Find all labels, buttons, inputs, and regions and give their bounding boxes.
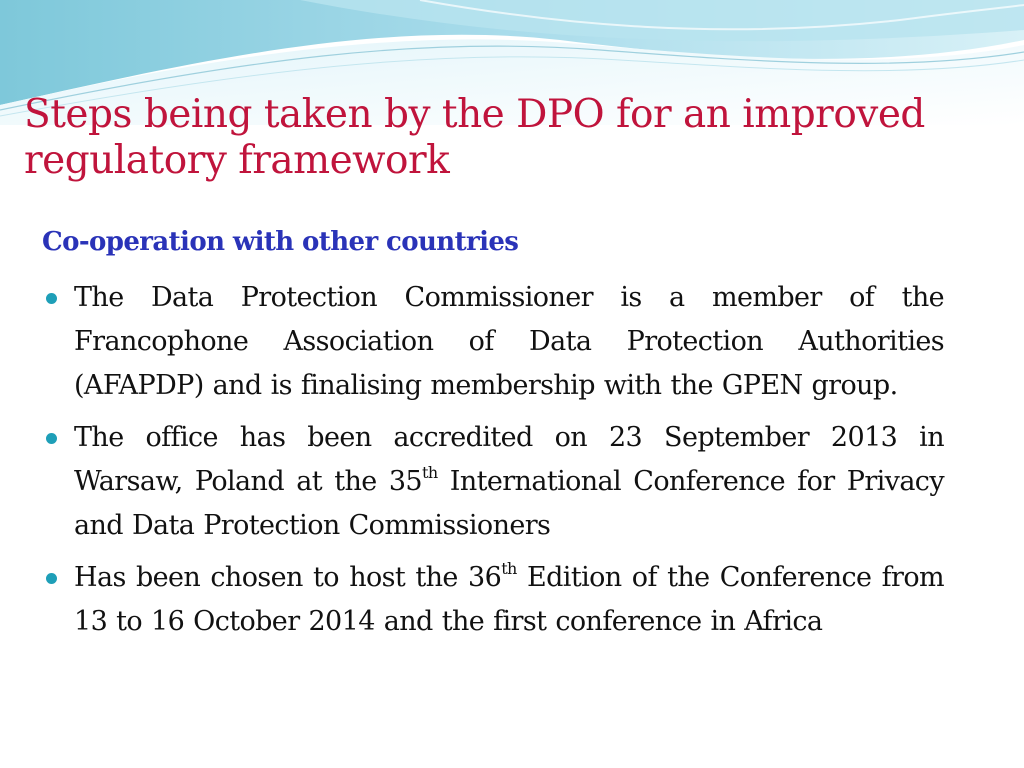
bullet-item-host-conference — [40, 556, 944, 644]
bullet-text: The Data Protection Commissioner is a member of the Francophone Association of Data Protection Authorities (AFAPDP) and is finalising membership with the GPEN group. — [74, 282, 944, 401]
bullet-dot-icon — [46, 573, 57, 584]
slide-title: Steps being taken by the DPO for an improved regulatory framework — [24, 92, 925, 183]
bullet-text-start: Has been chosen to host the 36 — [74, 562, 502, 593]
bullet-list — [40, 276, 944, 652]
ordinal-suffix: th — [421, 463, 438, 482]
bullet-dot-icon — [46, 293, 57, 304]
ordinal-suffix: th — [501, 559, 517, 578]
bullet-item-accreditation — [40, 416, 944, 548]
bullet-text-start: The office has been accredited on 23 September 2013 in Warsaw, Poland at the 35 — [74, 422, 944, 497]
bullet-item-membership — [40, 276, 944, 408]
section-subtitle: Co-operation with other countries — [42, 227, 519, 257]
bullet-text-end: International Conference for Privacy and Data Protection Commissioners — [74, 466, 944, 541]
bullet-text-end: Edition of the Conference from 13 to 16 October 2014 and the first conference in Africa — [74, 562, 944, 637]
bullet-dot-icon — [46, 433, 57, 444]
